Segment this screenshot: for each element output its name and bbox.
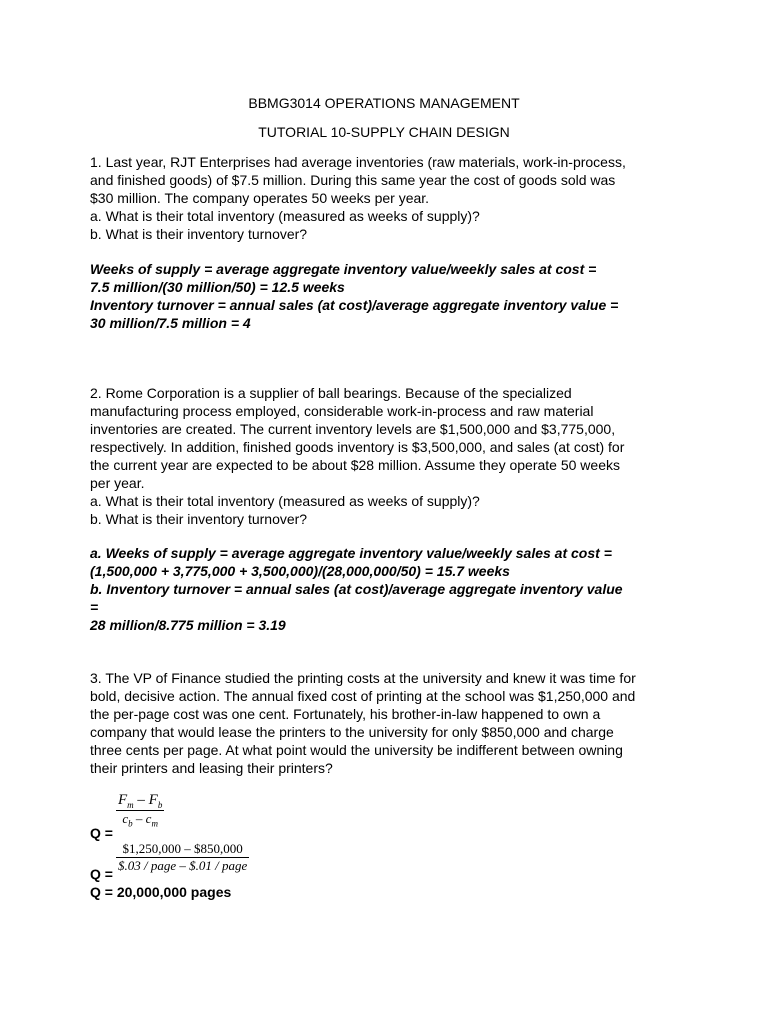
answer-1-line: Weeks of supply = average aggregate inventory value/weekly sales at cost = bbox=[90, 261, 597, 277]
answer-2-line: 28 million/8.775 million = 3.19 bbox=[90, 617, 286, 633]
q-label-2: Q = bbox=[90, 866, 113, 882]
question-3 bbox=[90, 669, 690, 777]
question-2-line: manufacturing process employed, considerable work-in-process and raw material bbox=[90, 403, 594, 419]
answer-1 bbox=[90, 260, 690, 332]
question-3-line: three cents per page. At what point would the university be indifferent between owning bbox=[90, 742, 623, 758]
fraction-numerator: $F_m - F_b$ bbox=[118, 792, 163, 810]
fraction-denominator: $c_b - c_m$ bbox=[122, 811, 158, 829]
values-denominator: $.03 / page – $.01 / page bbox=[118, 858, 248, 873]
question-1-line: 1. Last year, RJT Enterprises had average inventories (raw materials, work-in-process, bbox=[90, 154, 626, 170]
question-3-line: company that would lease the printers to the university for only $850,000 and charge bbox=[90, 724, 614, 740]
question-3-line: the per-page cost was one cent. Fortunately, his brother-in-law happened to own a bbox=[90, 706, 601, 722]
q-label-1: Q = bbox=[90, 825, 113, 841]
question-2-line: a. What is their total inventory (measured as weeks of supply)? bbox=[90, 493, 480, 509]
answer-1-line: 7.5 million/(30 million/50) = 12.5 weeks bbox=[90, 279, 345, 295]
answer-1-line: 30 million/7.5 million = 4 bbox=[90, 315, 251, 331]
tutorial-title: TUTORIAL 10-SUPPLY CHAIN DESIGN bbox=[258, 124, 510, 140]
question-1-line: b. What is their inventory turnover? bbox=[90, 226, 308, 242]
course-title: BBMG3014 OPERATIONS MANAGEMENT bbox=[248, 95, 520, 111]
values-numerator: $1,250,000 – $850,000 bbox=[116, 841, 249, 858]
question-1 bbox=[90, 153, 690, 243]
question-2-line: b. What is their inventory turnover? bbox=[90, 511, 308, 527]
question-2 bbox=[90, 384, 690, 528]
answer-2-line: b. Inventory turnover = annual sales (at cost)/average aggregate inventory value bbox=[90, 581, 623, 597]
question-1-line: and finished goods) of $7.5 million. During this same year the cost of goods sold was bbox=[90, 172, 616, 188]
question-3-line: 3. The VP of Finance studied the printing costs at the university and knew it was time for bbox=[90, 670, 636, 686]
question-1-line: a. What is their total inventory (measured as weeks of supply)? bbox=[90, 208, 480, 224]
answer-2-line: (1,500,000 + 3,775,000 + 3,500,000)/(28,000,000/50) = 15.7 weeks bbox=[90, 563, 510, 579]
question-3-line: bold, decisive action. The annual fixed cost of printing at the school was $1,250,000 and bbox=[90, 688, 636, 704]
question-2-line: the current year are expected to be about $28 million. Assume they operate 50 weeks bbox=[90, 457, 620, 473]
answer-2-line: a. Weeks of supply = average aggregate inventory value/weekly sales at cost = bbox=[90, 545, 612, 561]
breakeven-result: Q = 20,000,000 pages bbox=[90, 884, 232, 900]
question-2-line: respectively. In addition, finished goods inventory is $3,500,000, and sales (at cost) for bbox=[90, 439, 625, 455]
question-2-line: inventories are created. The current inventory levels are $1,500,000 and $3,775,000, bbox=[90, 421, 616, 437]
question-1-line: $30 million. The company operates 50 weeks per year. bbox=[90, 190, 430, 206]
answer-2-line: = bbox=[90, 599, 99, 615]
answer-1-line: Inventory turnover = annual sales (at cost)/average aggregate inventory value = bbox=[90, 297, 619, 313]
question-2-line: 2. Rome Corporation is a supplier of ball bearings. Because of the specialized bbox=[90, 385, 572, 401]
answer-2 bbox=[90, 544, 690, 634]
question-3-line: their printers and leasing their printers? bbox=[90, 760, 333, 776]
question-2-line: per year. bbox=[90, 475, 145, 491]
